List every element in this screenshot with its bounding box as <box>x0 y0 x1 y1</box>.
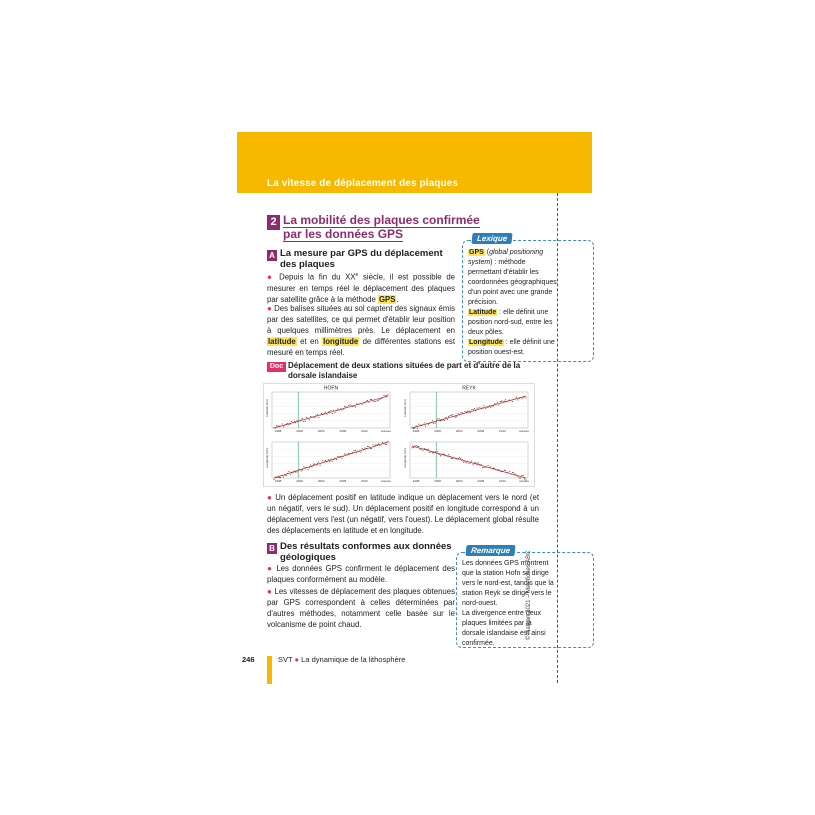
data-point <box>369 446 370 447</box>
data-point <box>301 470 302 471</box>
data-point <box>420 449 421 450</box>
data-point <box>297 420 298 421</box>
data-point <box>505 470 506 471</box>
data-point <box>448 454 449 455</box>
subsection-b-title: Des résultats conformes aux données géologiques <box>280 541 452 563</box>
data-point <box>464 461 465 462</box>
data-point <box>341 409 342 410</box>
data-point <box>302 469 303 470</box>
data-point <box>451 415 452 416</box>
data-point <box>355 450 356 451</box>
data-point <box>364 448 365 449</box>
data-point <box>310 416 311 417</box>
section-title: La mobilité des plaques confirmée par les données GPS <box>283 213 480 241</box>
data-point <box>428 449 429 450</box>
data-point <box>471 461 472 462</box>
gps-charts <box>264 384 534 486</box>
x-tick-label: années <box>519 479 529 483</box>
data-point <box>329 461 330 462</box>
data-point <box>460 458 461 459</box>
data-point <box>440 420 441 421</box>
panel-y-label: Longitude (cm) <box>265 447 269 469</box>
data-point <box>282 424 283 425</box>
data-point <box>456 416 457 417</box>
page-number: 246 <box>242 655 255 664</box>
data-point <box>432 420 433 421</box>
data-point <box>337 456 338 457</box>
x-tick-label: 2000 <box>296 479 303 483</box>
data-point <box>512 472 513 473</box>
data-point <box>367 446 368 447</box>
data-point <box>425 426 426 427</box>
data-point <box>462 413 463 414</box>
x-tick-label: 1998 <box>274 429 282 433</box>
data-point <box>310 465 311 466</box>
x-tick-label: 2008 <box>477 429 485 433</box>
data-point <box>288 424 289 425</box>
data-point <box>509 471 510 472</box>
data-point <box>374 401 375 402</box>
data-point <box>455 417 456 418</box>
data-point <box>331 410 332 411</box>
data-point <box>375 444 376 445</box>
data-point <box>448 416 449 417</box>
x-tick-label: 2004 <box>455 429 463 433</box>
data-point <box>388 394 389 395</box>
data-point <box>412 447 413 448</box>
x-tick-label: 2012 <box>361 479 368 483</box>
data-point <box>345 406 346 407</box>
data-point <box>371 399 372 400</box>
x-tick-label: 1998 <box>274 479 282 483</box>
data-point <box>469 463 470 464</box>
data-point <box>291 421 292 422</box>
data-point <box>451 458 452 459</box>
panel-station-label: HOFN <box>323 385 339 392</box>
footer-chapter: SVT ● La dynamique de la lithosphère <box>278 655 406 664</box>
data-point <box>344 454 345 455</box>
data-point <box>320 465 321 466</box>
data-point <box>445 417 446 418</box>
data-point <box>417 446 418 447</box>
doc-tag: Doc <box>267 362 286 372</box>
subsection-a-title: La mesure par GPS du déplacement des plaques <box>280 248 443 270</box>
data-point <box>482 467 483 468</box>
x-tick-label: 2008 <box>477 479 485 483</box>
section-number: 2 <box>267 215 280 230</box>
data-point <box>303 466 304 467</box>
panel-frame <box>410 442 528 478</box>
data-point <box>447 419 448 420</box>
data-point <box>437 451 438 452</box>
data-point <box>332 461 333 462</box>
data-point <box>318 417 319 418</box>
data-point <box>473 464 474 465</box>
x-tick-label: 2004 <box>317 479 325 483</box>
data-point <box>379 445 380 446</box>
data-point <box>278 425 279 426</box>
data-point <box>458 413 459 414</box>
data-point <box>280 477 281 478</box>
data-point <box>276 425 277 426</box>
data-point <box>452 458 453 459</box>
data-point <box>444 420 445 421</box>
data-point <box>483 467 484 468</box>
data-point <box>360 452 361 453</box>
data-point <box>464 411 465 412</box>
data-point <box>362 404 363 405</box>
part-b-paragraph-1: ● Les données GPS confirment le déplacement des plaques conformément au modèle. <box>267 564 455 584</box>
x-tick-label: 2012 <box>499 429 506 433</box>
doc-title: Déplacement de deux stations situées de part et d'autre de la dorsale islandaise <box>288 361 521 380</box>
data-point <box>367 400 368 401</box>
data-point <box>279 477 280 478</box>
data-point <box>294 421 295 422</box>
data-point <box>483 405 484 406</box>
data-point <box>287 423 288 424</box>
data-point <box>290 474 291 475</box>
data-point <box>307 469 308 470</box>
part-b-paragraph-2: ● Les vitesses de déplacement des plaques obtenues par GPS correspondent à celles déterminées par d'autres méthodes, notamment celle basée sur le volcanisme de point chaud. <box>267 587 455 629</box>
data-point <box>470 412 471 413</box>
x-tick-label: 2004 <box>317 429 325 433</box>
data-point <box>326 414 327 415</box>
data-point <box>488 465 489 466</box>
data-point <box>526 397 527 398</box>
data-point <box>295 472 296 473</box>
data-point <box>460 412 461 413</box>
data-point <box>452 414 453 415</box>
data-point <box>382 442 383 443</box>
panel-station-label: REYK <box>462 385 476 392</box>
data-point <box>335 412 336 413</box>
data-point <box>333 410 334 411</box>
data-point <box>501 401 502 402</box>
data-point <box>439 418 440 419</box>
subsection-b-letter: B <box>267 543 277 554</box>
x-tick-label: 2000 <box>434 429 441 433</box>
data-point <box>369 402 370 403</box>
data-point <box>283 476 284 477</box>
data-point <box>473 409 474 410</box>
data-point <box>302 418 303 419</box>
data-point <box>378 400 379 401</box>
data-point <box>504 470 505 471</box>
data-point <box>303 421 304 422</box>
data-point <box>494 468 495 469</box>
data-point <box>433 452 434 453</box>
data-point <box>356 452 357 453</box>
data-point <box>418 446 419 447</box>
data-point <box>328 459 329 460</box>
data-point <box>288 471 289 472</box>
trend-line <box>274 396 388 428</box>
data-point <box>498 469 499 470</box>
x-tick-label: 2004 <box>455 479 463 483</box>
data-point <box>321 413 322 414</box>
data-point <box>497 402 498 403</box>
data-point <box>500 401 501 402</box>
data-point <box>313 464 314 465</box>
data-point <box>332 413 333 414</box>
data-point <box>305 421 306 422</box>
part-a-paragraph-2: ● Des balises situées au sol captent des signaux émis par des satellites, ce qui permet d'établir leur position à quelques millimètres près. Le déplacement en latitude et en longitude de différentes stations est mesuré en temps réel. <box>267 304 455 357</box>
lexique-text: GPS (global positioning system) : méthode permettant d'établir les coordonnées géographiques d'un point avec une grande précision. Latitude : elle définit une position nord-sud, entre les deux pôles. Longitude : elle définit une position ouest-est. <box>468 249 557 356</box>
data-point <box>492 406 493 407</box>
data-point <box>378 443 379 444</box>
data-point <box>348 405 349 406</box>
data-point <box>502 401 503 402</box>
data-point <box>348 453 349 454</box>
trend-line <box>412 446 526 478</box>
data-point <box>477 463 478 464</box>
panel-y-label: Latitude (cm) <box>403 399 407 417</box>
data-point <box>373 401 374 402</box>
data-point <box>474 408 475 409</box>
x-tick-label: années <box>381 479 391 483</box>
data-point <box>433 423 434 424</box>
data-point <box>416 425 417 426</box>
data-point <box>490 407 491 408</box>
data-point <box>301 419 302 420</box>
data-point <box>459 457 460 458</box>
remarque-tag: Remarque <box>465 545 515 556</box>
data-point <box>350 404 351 405</box>
data-point <box>317 414 318 415</box>
margin-dashed-line <box>557 193 558 683</box>
data-point <box>341 458 342 459</box>
data-point <box>318 461 319 462</box>
data-point <box>490 466 491 467</box>
data-point <box>345 453 346 454</box>
data-point <box>306 417 307 418</box>
data-point <box>314 463 315 464</box>
data-point <box>513 472 514 473</box>
x-tick-label: 2012 <box>361 429 368 433</box>
data-point <box>325 412 326 413</box>
data-point <box>494 403 495 404</box>
x-tick-label: 2008 <box>339 429 347 433</box>
data-point <box>450 415 451 416</box>
data-point <box>523 475 524 476</box>
data-point <box>336 459 337 460</box>
data-point <box>297 471 298 472</box>
data-point <box>437 418 438 419</box>
panel-y-label: Latitude (cm) <box>265 399 269 417</box>
data-point <box>439 454 440 455</box>
data-point <box>316 415 317 416</box>
data-point <box>416 445 417 446</box>
part-a-paragraph-1: ● Depuis la fin du XXe siècle, il est possible de mesurer en temps réel le déplacement des plaques par satellite grâce à la méthode GPS. <box>267 272 456 304</box>
data-point <box>383 395 384 396</box>
x-tick-label: 1998 <box>412 429 420 433</box>
data-point <box>436 420 437 421</box>
copyright-text: © Nathan 2021 – Mes fiches ABC <box>526 550 532 640</box>
data-point <box>432 452 433 453</box>
data-point <box>370 448 371 449</box>
gps-chart-frame <box>263 383 535 487</box>
data-point <box>375 401 376 402</box>
lexique-tag: Lexique <box>471 233 512 244</box>
data-point <box>471 409 472 410</box>
data-point <box>373 444 374 445</box>
data-point <box>422 450 423 451</box>
data-point <box>477 408 478 409</box>
data-point <box>286 475 287 476</box>
data-point <box>424 422 425 423</box>
data-point <box>344 406 345 407</box>
data-point <box>309 419 310 420</box>
data-point <box>355 406 356 407</box>
remarque-text: Les données GPS montrent que la station Hofn se dirige vers le nord-est, tandis que la station Reyk se dirige vers le nord-ouest. La divergence entre deux plaques limitées par la dorsale islandaise est ainsi confirmée. <box>462 560 554 647</box>
data-point <box>478 462 479 463</box>
data-point <box>337 409 338 410</box>
data-point <box>512 401 513 402</box>
data-point <box>325 460 326 461</box>
x-tick-label: années <box>519 429 529 433</box>
panel-y-label: Longitude (cm) <box>403 447 407 469</box>
data-point <box>466 462 467 463</box>
data-point <box>379 399 380 400</box>
data-point <box>521 475 522 476</box>
footer-bar <box>267 656 272 684</box>
x-tick-label: 2000 <box>296 429 303 433</box>
subsection-a-letter: A <box>267 250 277 261</box>
panel-frame <box>410 392 528 428</box>
data-point <box>475 462 476 463</box>
x-tick-label: 2000 <box>434 479 441 483</box>
data-point <box>429 452 430 453</box>
data-point <box>413 447 414 448</box>
trend-line <box>412 396 526 428</box>
data-point <box>435 423 436 424</box>
data-point <box>505 399 506 400</box>
data-point <box>479 407 480 408</box>
data-point <box>463 462 464 463</box>
explanation-paragraph: ● Un déplacement positif en latitude indique un déplacement vers le nord (et un négatif, vers le sud). Un déplacement positif en longitude correspond à un déplacement vers l'est (un négatif, vers l'ouest). Le déplacement global résulte des déplacements en latitude et en longitude. <box>267 493 539 535</box>
data-point <box>385 444 386 445</box>
data-point <box>488 407 489 408</box>
banner-title: La vitesse de déplacement des plaques <box>267 178 458 189</box>
data-point <box>516 397 517 398</box>
data-point <box>467 411 468 412</box>
x-tick-label: 1998 <box>412 479 420 483</box>
data-point <box>418 424 419 425</box>
data-point <box>354 450 355 451</box>
data-point <box>377 400 378 401</box>
data-point <box>485 408 486 409</box>
data-point <box>386 444 387 445</box>
data-point <box>498 405 499 406</box>
data-point <box>521 398 522 399</box>
data-point <box>362 448 363 449</box>
x-tick-label: 2008 <box>339 479 347 483</box>
data-point <box>428 424 429 425</box>
data-point <box>371 448 372 449</box>
data-point <box>440 455 441 456</box>
data-point <box>469 411 470 412</box>
data-point <box>517 399 518 400</box>
data-point <box>322 460 323 461</box>
x-tick-label: 2012 <box>499 479 506 483</box>
trend-line <box>274 442 388 478</box>
data-point <box>435 451 436 452</box>
data-point <box>283 426 284 427</box>
data-point <box>424 448 425 449</box>
data-point <box>366 401 367 402</box>
x-tick-label: années <box>381 429 391 433</box>
data-point <box>370 399 371 400</box>
